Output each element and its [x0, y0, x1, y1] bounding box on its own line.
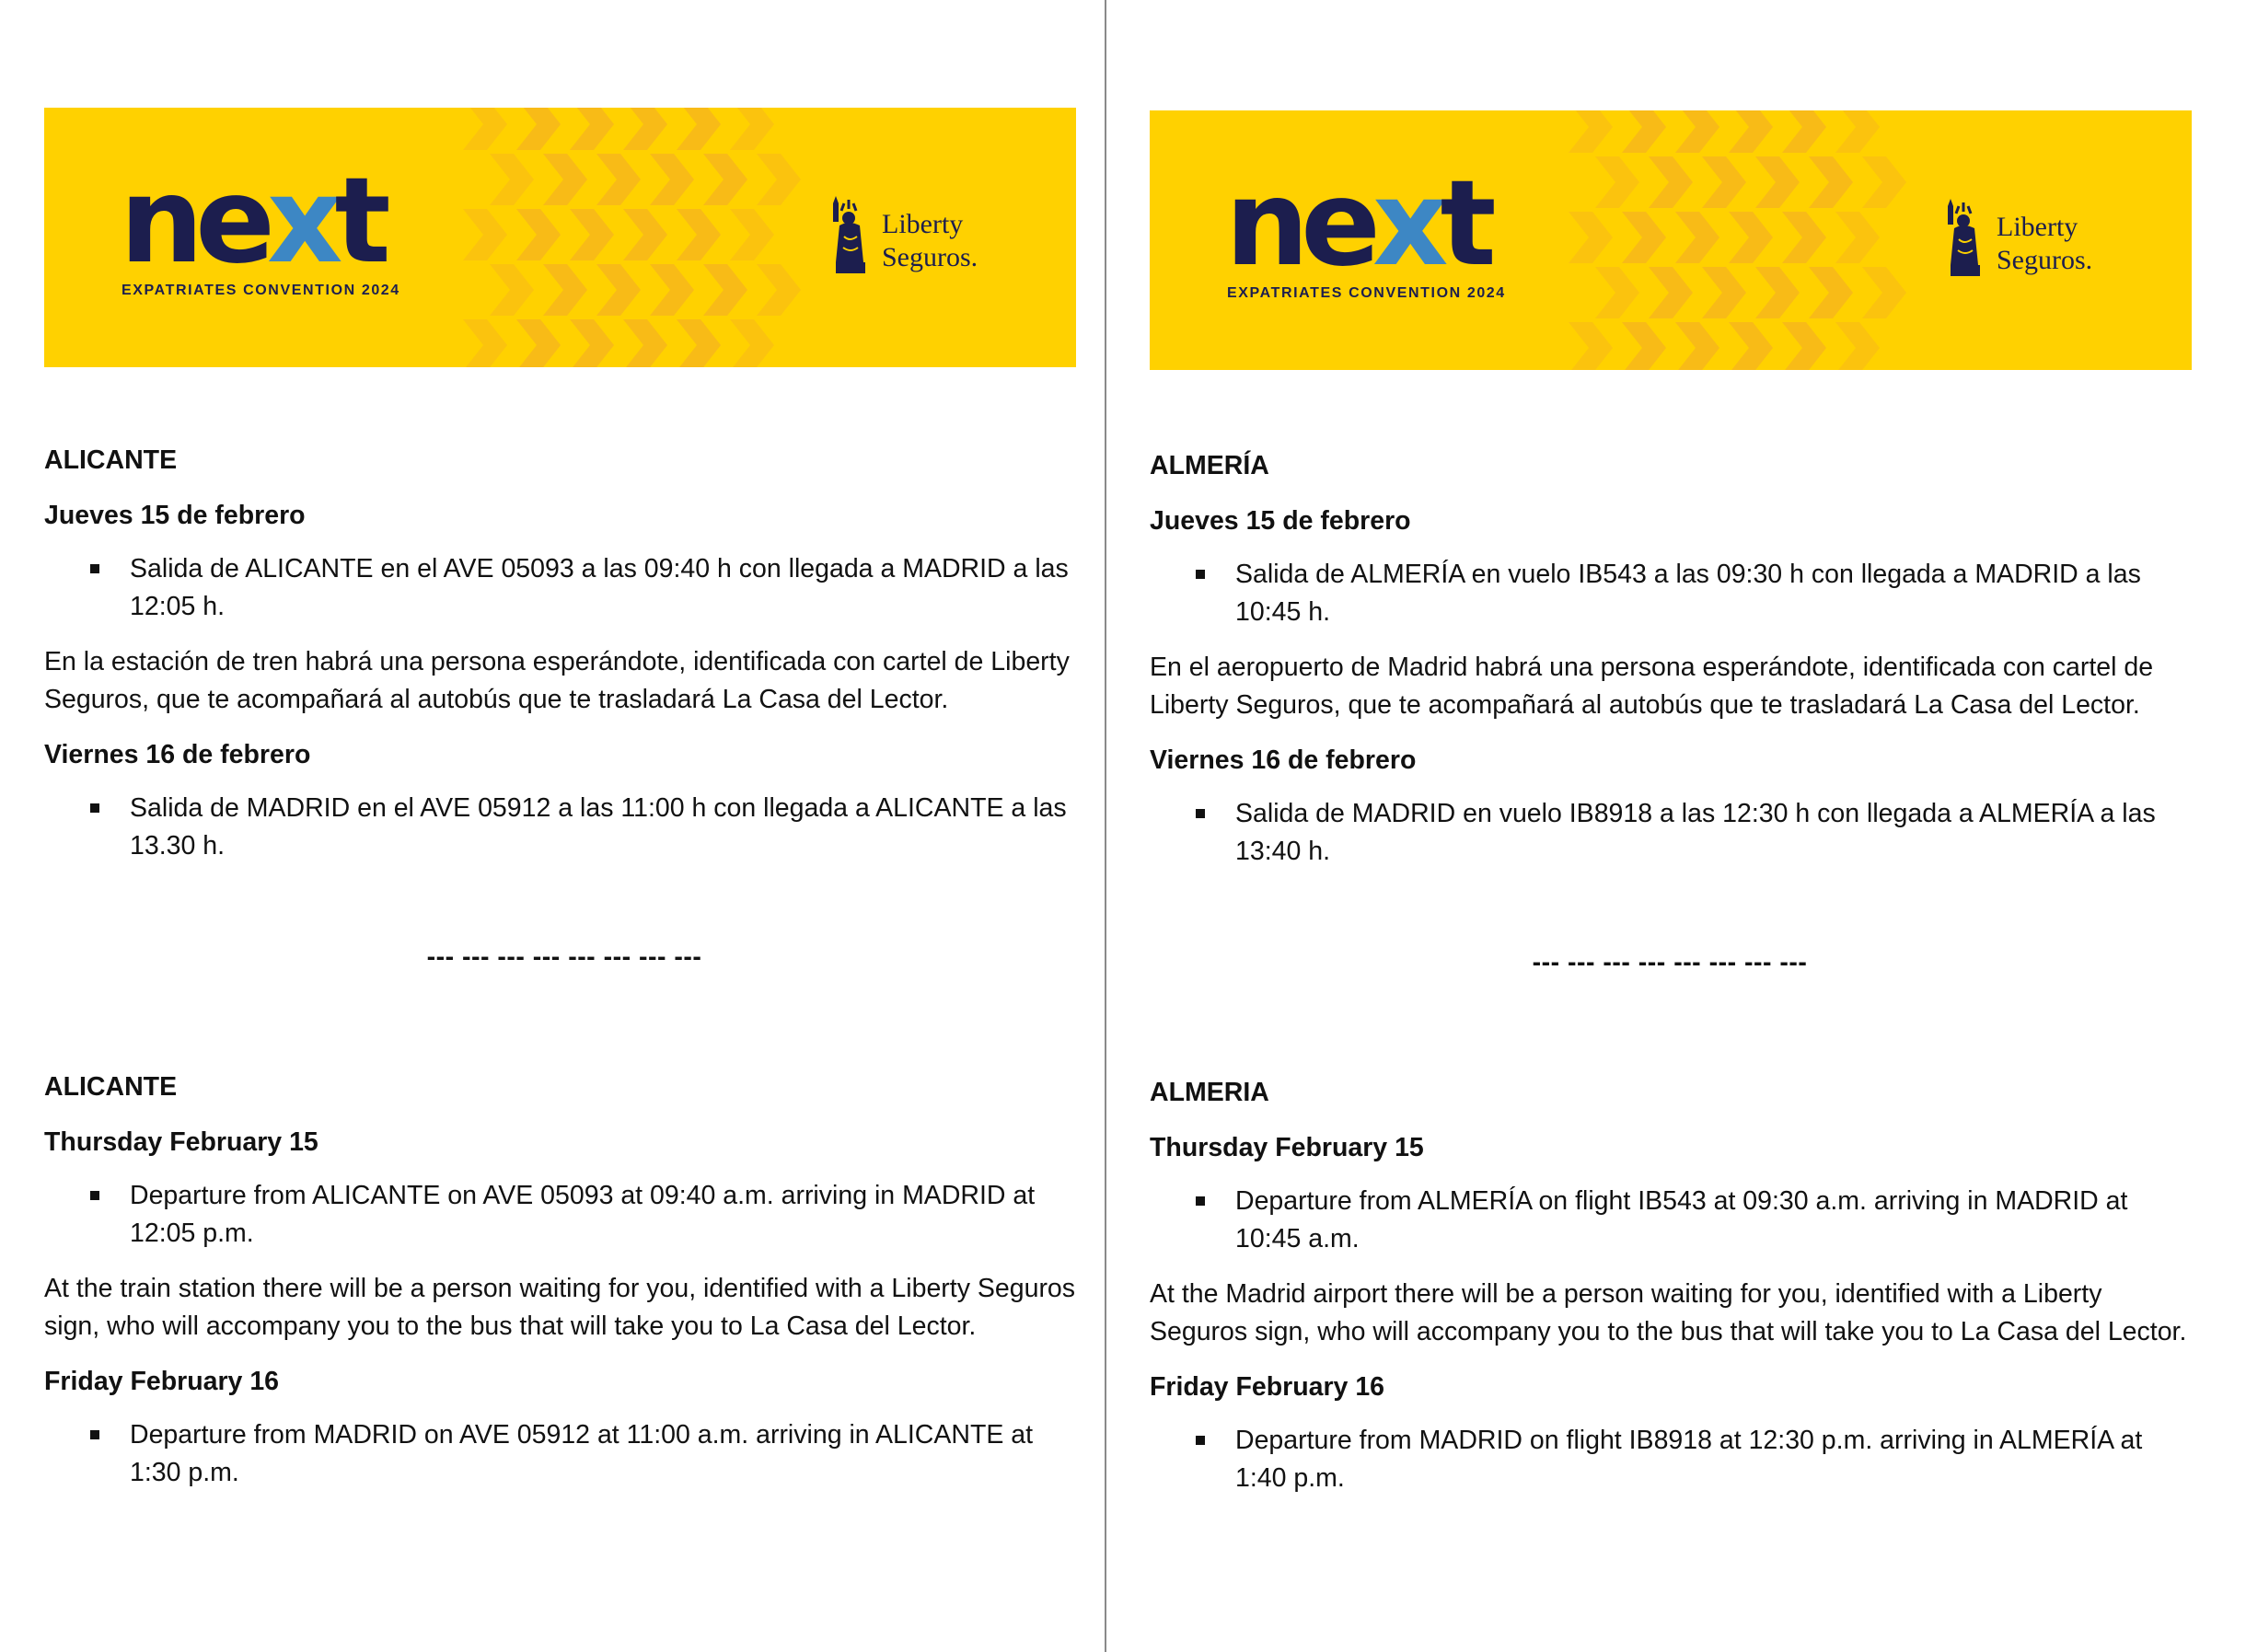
bullet-square-icon [90, 1430, 99, 1439]
list-item-text: Departure from MADRID on AVE 05912 at 11:00 a.m. arriving in ALICANTE at 1:30 p.m. [130, 1420, 1034, 1487]
bullet-square-icon [1196, 1196, 1205, 1206]
brand-line-1: Liberty [882, 209, 964, 239]
day-heading: Thursday February 15 [44, 1127, 318, 1157]
day-heading: Viernes 16 de febrero [44, 740, 311, 769]
statue-of-liberty-icon [819, 191, 874, 283]
list-item [1150, 1422, 2190, 1497]
list-item [44, 790, 1084, 865]
next-logo [120, 153, 383, 290]
list-item-text: Departure from ALICANTE on AVE 05093 at 09:40 a.m. arriving in MADRID at 12:05 p.m. [130, 1181, 1036, 1248]
convention-subtitle: EXPATRIATES CONVENTION 2024 [1227, 285, 1506, 301]
list-item [1150, 1183, 2190, 1258]
paragraph: At the Madrid airport there will be a person waiting for you, identified with a Liberty Seguros sign, who will accompany you to the bus that will take you to La Casa del Lector. [1150, 1279, 2187, 1346]
bullet-square-icon [90, 803, 99, 813]
list-item-text: Departure from ALMERÍA on flight IB543 at 09:30 a.m. arriving in MADRID at 10:45 a.m. [1235, 1186, 2128, 1253]
section-separator: --- --- --- --- --- --- --- --- [1532, 948, 1808, 977]
itinerary-content [44, 442, 1084, 1509]
list-item [44, 1177, 1084, 1253]
bullet-square-icon [1196, 1436, 1205, 1445]
paragraph: At the train station there will be a person waiting for you, identified with a Liberty Seguros sign, who will accompany you to the bus that will take you to La Casa del Lector. [44, 1274, 1076, 1341]
list-item-text: Salida de MADRID en vuelo IB8918 a las 12:30 h con llegada a ALMERÍA a las 13:40 h. [1235, 799, 2156, 866]
day-heading: Jueves 15 de febrero [44, 501, 306, 530]
event-banner [1150, 110, 2192, 370]
city-heading: ALMERIA [1150, 1078, 1269, 1107]
day-heading: Jueves 15 de febrero [1150, 506, 1411, 536]
list-item [44, 550, 1084, 626]
bullet-square-icon [1196, 570, 1205, 579]
paragraph: En el aeropuerto de Madrid habrá una persona esperándote, identificada con cartel de Liberty Seguros, que te acompañará al autobús que te trasladará La Casa del Lector. [1150, 653, 2154, 720]
paragraph: En la estación de tren habrá una persona esperándote, identificada con cartel de Liberty Seguros, que te acompañará al autobús que te trasladará La Casa del Lector. [44, 647, 1070, 714]
bullet-square-icon [90, 1191, 99, 1200]
list-item-text: Departure from MADRID on flight IB8918 at 12:30 p.m. arriving in ALMERÍA at 1:40 p.m. [1235, 1426, 2143, 1493]
day-heading: Thursday February 15 [1150, 1133, 1424, 1162]
next-logo-x: x [266, 153, 335, 290]
liberty-seguros-logo [819, 191, 994, 283]
brand-line-2: Seguros. [1997, 245, 2093, 275]
next-logo-part: ne [120, 153, 267, 290]
next-logo-part: t [1440, 156, 1488, 293]
city-heading: ALICANTE [44, 1072, 178, 1102]
city-heading: ALICANTE [44, 445, 178, 475]
day-heading: Friday February 16 [44, 1367, 280, 1396]
statue-of-liberty-icon [1934, 193, 1989, 285]
event-banner [44, 108, 1076, 367]
list-item [1150, 795, 2190, 871]
list-item [1150, 556, 2190, 631]
section-separator: --- --- --- --- --- --- --- --- [426, 942, 702, 972]
bullet-square-icon [1196, 809, 1205, 818]
day-heading: Friday February 16 [1150, 1372, 1385, 1402]
itinerary-content [1150, 447, 2190, 1515]
convention-subtitle: EXPATRIATES CONVENTION 2024 [122, 283, 400, 298]
next-logo [1225, 156, 1488, 293]
list-item-text: Salida de ALMERÍA en vuelo IB543 a las 09:30 h con llegada a MADRID a las 10:45 h. [1235, 560, 2141, 627]
bullet-square-icon [90, 564, 99, 573]
next-logo-x: x [1372, 156, 1441, 293]
liberty-seguros-logo [1934, 193, 2109, 285]
day-heading: Viernes 16 de febrero [1150, 745, 1417, 775]
next-logo-part: t [334, 153, 383, 290]
list-item [44, 1416, 1084, 1492]
list-item-text: Salida de ALICANTE en el AVE 05093 a las 09:40 h con llegada a MADRID a las 12:05 h. [130, 554, 1069, 621]
city-heading: ALMERÍA [1150, 451, 1269, 480]
brand-line-1: Liberty [1997, 212, 2078, 242]
list-item-text: Salida de MADRID en el AVE 05912 a las 11:00 h con llegada a ALICANTE a las 13.30 h. [130, 793, 1067, 861]
next-logo-part: ne [1225, 156, 1372, 293]
page-alicante [0, 0, 1105, 1652]
brand-line-2: Seguros. [882, 242, 978, 272]
